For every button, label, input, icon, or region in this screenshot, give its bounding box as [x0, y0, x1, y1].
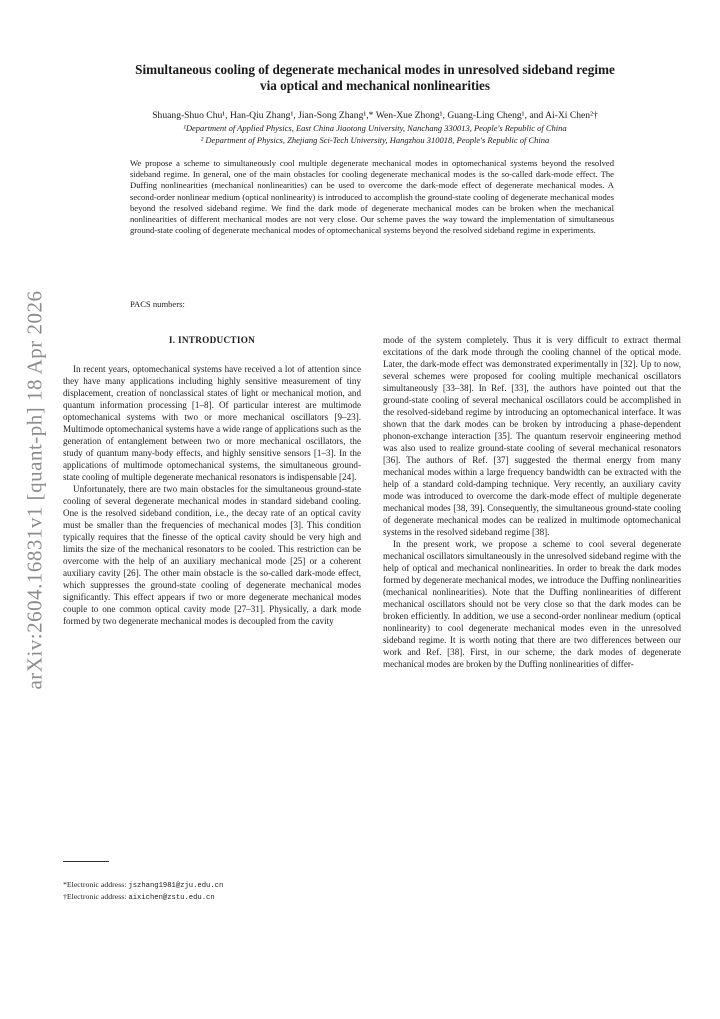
pacs-numbers: PACS numbers:: [130, 299, 185, 309]
paragraph: In the present work, we propose a scheme to cool several degenerate mechanical oscillators simultaneously in the unresolved sideband regime with the help of optical and mechanical nonlinearities. In order to break the dark modes formed by degenerate mechanical modes, we introduce the Duffing nonlinearities (mechanical nonlinearities). Note that the Duffing nonlinearities of different mechanical oscillators should not be very close so that the dark modes can be broken efficiently. In addition, we use a second-order nonlinear medium (optical nonlinearity) to cool degenerate mechanical modes even in the unresolved sideband regime. It is worth noting that there are two differences between our work and Ref. [38]. First, in our scheme, the dark modes of degenerate mechanical modes are broken by the Duffing nonlinearities of differ-: [383, 539, 681, 670]
footnote-2: [63, 892, 215, 903]
footnote-1: [63, 880, 223, 891]
abstract: We propose a scheme to simultaneously cool multiple degenerate mechanical modes in optomechanical systems beyond the resolved sideband regime. In general, one of the main obstacles for cooling degenerate mechanical modes is the so-called dark-mode effect. The Duffing nonlinearities (mechanical nonlinearities) can be used to overcome the dark-mode effect of degenerate mechanical modes. A second-order nonlinear medium (optical nonlinearity) is introduced to accomplish the ground-state cooling of degenerate mechanical modes beyond the resolved sideband regime. We find the dark mode of degenerate mechanical modes can be broken when the mechanical nonlinearities of different mechanical modes are not very close. Our scheme paves the way toward the implementation of simultaneous ground-state cooling of degenerate mechanical modes of optomechanical systems beyond the resolved sideband regime in experiments.: [130, 158, 614, 236]
affiliation-1: ¹Department of Applied Physics, East China Jiaotong University, Nanchang 330013, People's Republic of China: [183, 123, 567, 133]
affiliation-2: ² Department of Physics, Zhejiang Sci-Tech University, Hangzhou 310018, People's Republic of China: [200, 135, 550, 145]
title-line-2: via optical and mechanical nonlinearities: [259, 78, 491, 93]
footnote-rule: [63, 861, 109, 862]
email-link[interactable]: aixichen@zstu.edu.cn: [128, 894, 215, 902]
left-column: [63, 334, 361, 627]
author-list: Shuang-Shuo Chu¹, Han-Qiu Zhang¹, Jian-Song Zhang¹,* Wen-Xue Zhong¹, Guang-Ling Cheng¹, and Ai-Xi Chen²†: [152, 110, 598, 121]
right-column: [383, 334, 681, 670]
arxiv-identifier: arXiv:2604.16831v1 [quant-ph] 18 Apr 2026: [22, 290, 47, 690]
paragraph: In recent years, optomechanical systems have received a lot of attention since they have many applications including highly sensitive measurement of tiny displacement, creation of nonclassical states of light or mechanical motion, and quantum information processing [1–8]. Of particular interest are multimode optomechanical systems with two or more mechanical oscillators [9–23]. Multimode optomechanical systems have a wide range of applications such as the generation of entanglement between two or more mechanical oscillators, the study of quantum many-body effects, and highly sensitive sensors [1–3]. In the applications of multimode optomechanical systems, the simultaneous ground-state cooling of multiple degenerate mechanical resonators is indispensable [24].: [63, 364, 361, 483]
footnote-label: †Electronic address:: [63, 892, 129, 901]
arxiv-sidebar-stamp: [10, 280, 60, 700]
paragraph: Unfortunately, there are two main obstacles for the simultaneous ground-state cooling of several degenerate mechanical modes in standard sideband cooling. One is the resolved sideband condition, i.e., the decay rate of an optical cavity must be smaller than the frequencies of mechanical modes [3]. This condition typically requires that the finesse of the optical cavity should be very high and limits the size of the mechanical resonators to be cooled. This restriction can be overcome with the help of an auxiliary mechanical mode [25] or a coherent auxiliary cavity [26]. The other main obstacle is the so-called dark-mode effect, which suppresses the ground-state cooling of degenerate mechanical modes significantly. This effect appears if two or more degenerate mechanical modes couple to one common optical cavity mode [27–31]. Physically, a dark mode formed by two degenerate mechanical modes is decoupled from the cavity: [63, 484, 361, 627]
email-link[interactable]: jszhang1981@zju.edu.cn: [128, 882, 224, 890]
paper-title: [60, 62, 690, 94]
footnote-label: *Electronic address:: [63, 880, 129, 889]
section-heading: I. INTRODUCTION: [168, 335, 256, 345]
paragraph: mode of the system completely. Thus it is very difficult to extract thermal excitations of the dark mode through the cooling channel of the optical mode. Later, the dark-mode effect was demonstrated experimentally in [32]. Up to now, several schemes were proposed for cooling multiple mechanical oscillators simultaneously [33–38]. In Ref. [33], the authors have pointed out that the ground-state cooling of several mechanical oscillators could be accomplished in the resolved-sideband regime by introducing an optomechanical interface. It was shown that the dark modes can be broken by introducing a phase-dependent phonon-exchange interaction [35]. The quantum reservoir engineering method was also used to realize ground-state cooling of several mechanical resonators [36]. The authors of Ref. [37] suggested the thermal energy from many mechanical modes within a large frequency bandwidth can be extracted with the help of a standard cold-damping technique. Very recently, an auxiliary cavity mode was introduced to overcome the dark-mode effect of multiple degenerate mechanical modes [38, 39]. Consequently, the simultaneous ground-state cooling of degenerate mechanical modes can be realized in multimode optomechanical systems in the resolved sideband regime [38].: [383, 335, 681, 538]
title-line-1: Simultaneous cooling of degenerate mechanical modes in unresolved sideband regime: [135, 62, 615, 77]
